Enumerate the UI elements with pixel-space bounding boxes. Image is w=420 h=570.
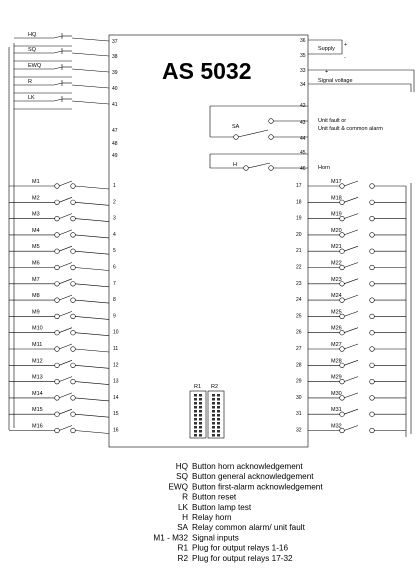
pin-26: 26 (296, 329, 302, 336)
pin-14: 14 (113, 394, 119, 401)
legend-item (176, 462, 304, 471)
input-label: M27 (331, 342, 342, 348)
input-m31 (296, 407, 406, 417)
input-m12 (9, 358, 119, 368)
legend-code: H (182, 513, 188, 522)
pin-3: 3 (113, 215, 116, 222)
pin-43: 43 (300, 120, 306, 126)
input-label: M20 (331, 227, 342, 234)
legend-item (178, 503, 252, 512)
pin-17: 17 (296, 183, 302, 189)
legend-text: Button general acknowledgement (192, 472, 314, 482)
legend-item (153, 533, 238, 542)
unit-fault-label-2: Unit fault & common alarm (318, 126, 383, 132)
input-m28 (296, 358, 406, 368)
pin-39: 39 (112, 70, 118, 76)
input-label: M23 (331, 276, 342, 283)
supply-minus: - (344, 55, 346, 61)
pin-12: 12 (113, 362, 119, 369)
pin-18: 18 (296, 199, 302, 206)
input-label: M2 (32, 195, 40, 202)
horn-label: Horn (318, 165, 330, 171)
legend-text: Signal inputs (192, 533, 239, 543)
right-bus (406, 183, 411, 437)
pin-6: 6 (113, 264, 116, 271)
input-m7 (9, 277, 116, 287)
legend-item (168, 482, 323, 491)
pin-34: 34 (300, 82, 306, 88)
pin-11: 11 (113, 346, 119, 352)
input-label: M11 (32, 342, 43, 348)
legend-text: Relay horn (192, 513, 232, 522)
input-m22 (296, 261, 406, 271)
input-m30 (296, 391, 406, 401)
pin-9: 9 (113, 313, 116, 320)
unit-title: AS 5032 (162, 58, 252, 84)
pin-25: 25 (296, 313, 302, 320)
unit-fault-relay (210, 103, 383, 142)
signal-voltage-plus: + (325, 69, 329, 75)
pin-41: 41 (112, 102, 118, 108)
plug-r2 (208, 384, 224, 438)
pin-10: 10 (113, 329, 119, 336)
legend-code: HQ (175, 462, 188, 471)
unit-fault-label-1: Unit fault or (318, 118, 347, 124)
input-m20 (296, 228, 406, 238)
pin-35: 35 (300, 53, 306, 59)
input-label: M29 (331, 374, 342, 381)
input-label: M31 (331, 407, 342, 414)
input-label: M22 (331, 260, 342, 267)
legend-text: Button horn acknowledgement (192, 462, 303, 471)
pin-28: 28 (296, 362, 302, 369)
legend-text: Button reset (192, 492, 237, 502)
input-m26 (296, 326, 406, 336)
input-m6 (9, 261, 116, 271)
pin-1: 1 (113, 183, 116, 189)
pin-15: 15 (113, 411, 119, 418)
input-m2 (9, 195, 116, 205)
supply-label: Supply (318, 46, 335, 52)
button-r (14, 79, 118, 93)
button-lk (14, 95, 118, 109)
legend-code: R (182, 492, 188, 502)
input-m13 (9, 375, 119, 385)
pin-42: 42 (300, 103, 306, 109)
pin-5: 5 (113, 248, 116, 255)
unit-box (109, 35, 308, 447)
pin-29: 29 (296, 378, 302, 385)
pin-40: 40 (112, 86, 118, 92)
right-signal-inputs (296, 179, 406, 434)
input-m1 (9, 179, 116, 189)
legend-item (178, 554, 293, 563)
plug-r2-label: R2 (211, 384, 219, 390)
unused-left-pins (112, 128, 118, 159)
input-label: M8 (32, 293, 40, 300)
legend (153, 462, 323, 563)
input-label: M10 (32, 325, 43, 332)
input-m24 (296, 293, 406, 303)
legend-item (182, 493, 237, 502)
input-m3 (9, 212, 116, 222)
legend-code: SQ (176, 472, 188, 482)
button-label: HQ (28, 32, 37, 38)
signal-voltage-terminal (300, 68, 414, 92)
input-label: M13 (32, 374, 43, 381)
legend-item (177, 523, 306, 532)
pin-37: 37 (112, 39, 118, 45)
legend-text: Plug for output relays 17-32 (192, 553, 293, 563)
input-m32 (296, 424, 406, 434)
input-m4 (9, 228, 116, 238)
plug-r1-label: R1 (194, 384, 202, 390)
input-label: M3 (32, 211, 40, 218)
pin-23: 23 (296, 280, 302, 287)
legend-item (178, 544, 289, 553)
pin-8: 8 (113, 297, 116, 304)
legend-code: SA (177, 523, 188, 533)
signal-voltage-label: Signal voltage (318, 78, 353, 84)
button-label: R (28, 79, 32, 85)
pin-21: 21 (296, 248, 302, 255)
input-label: M16 (32, 423, 43, 430)
horn-switch-label: H (233, 162, 237, 168)
legend-code: LK (177, 502, 188, 512)
legend-text: Button lamp test (192, 502, 252, 512)
input-m10 (9, 326, 119, 336)
input-m9 (9, 309, 116, 319)
legend-text: Relay common alarm/ unit fault (192, 523, 305, 533)
horn-relay (210, 150, 330, 172)
pin-38: 38 (112, 54, 118, 60)
pin-2: 2 (113, 199, 116, 206)
input-label: M14 (32, 390, 43, 397)
input-m23 (296, 277, 406, 287)
button-hq (14, 32, 118, 46)
pin-49: 49 (112, 153, 118, 159)
input-m15 (9, 407, 119, 417)
input-label: M15 (32, 407, 43, 414)
button-label: SQ (28, 47, 36, 53)
pin-16: 16 (113, 427, 119, 434)
pin-30: 30 (296, 394, 302, 401)
input-label: M19 (331, 211, 342, 218)
pin-24: 24 (296, 297, 302, 304)
legend-code: R2 (177, 553, 188, 563)
input-label: M18 (331, 195, 342, 202)
left-bus (9, 43, 14, 430)
input-label: M21 (331, 244, 342, 251)
input-label: M7 (32, 276, 40, 283)
pin-46: 46 (300, 166, 306, 172)
input-m25 (296, 309, 406, 319)
input-m16 (9, 424, 119, 434)
legend-item (182, 513, 232, 522)
pin-13: 13 (113, 378, 119, 385)
pin-32: 32 (296, 427, 302, 434)
supply-plus: + (344, 42, 348, 48)
pin-4: 4 (113, 231, 116, 238)
legend-code: EWQ (168, 482, 188, 492)
input-m14 (9, 391, 119, 401)
input-label: M17 (331, 179, 342, 185)
legend-text: Button first-alarm acknowledgement (192, 482, 323, 492)
plug-r1-pins (194, 394, 202, 437)
pin-48: 48 (112, 141, 118, 147)
input-label: M12 (32, 358, 43, 365)
input-m29 (296, 375, 406, 385)
input-m5 (9, 244, 116, 254)
legend-code: M1 - M32 (153, 533, 188, 543)
button-label: EWQ (28, 63, 42, 69)
pin-20: 20 (296, 231, 302, 238)
input-label: M1 (32, 179, 40, 185)
input-label: M6 (32, 260, 40, 267)
input-label: M28 (331, 358, 342, 365)
input-label: M4 (32, 227, 40, 234)
input-m8 (9, 293, 116, 303)
input-label: M25 (331, 309, 342, 316)
legend-code: R1 (177, 543, 188, 553)
input-label: M26 (331, 325, 342, 332)
pin-27: 27 (296, 346, 302, 352)
button-ewq (14, 63, 118, 77)
legend-item (176, 472, 314, 481)
button-label: LK (28, 95, 35, 101)
plug-r1 (190, 384, 206, 438)
top-left-buttons (14, 32, 118, 109)
input-m21 (296, 244, 406, 254)
left-signal-inputs (9, 179, 119, 434)
input-m11 (9, 342, 118, 352)
pin-36: 36 (300, 38, 306, 44)
pin-45: 45 (300, 150, 306, 156)
plug-r2-pins (212, 394, 220, 437)
pin-31: 31 (296, 411, 302, 418)
input-label: M24 (331, 293, 342, 300)
input-m27 (296, 342, 406, 352)
sa-label: SA (232, 124, 240, 130)
input-m19 (296, 212, 406, 222)
pin-33: 33 (300, 68, 306, 74)
pin-47: 47 (112, 128, 118, 134)
pin-7: 7 (113, 280, 116, 287)
input-label: M5 (32, 244, 40, 251)
supply-terminal (300, 38, 347, 61)
pin-44: 44 (300, 136, 306, 142)
pin-22: 22 (296, 264, 302, 271)
button-sq (14, 47, 118, 61)
input-label: M30 (331, 390, 342, 397)
legend-text: Plug for output relays 1-16 (192, 543, 289, 553)
input-label: M9 (32, 309, 40, 316)
input-label: M32 (331, 423, 342, 430)
pin-19: 19 (296, 215, 302, 222)
input-m17 (296, 179, 406, 189)
input-m18 (296, 195, 406, 205)
